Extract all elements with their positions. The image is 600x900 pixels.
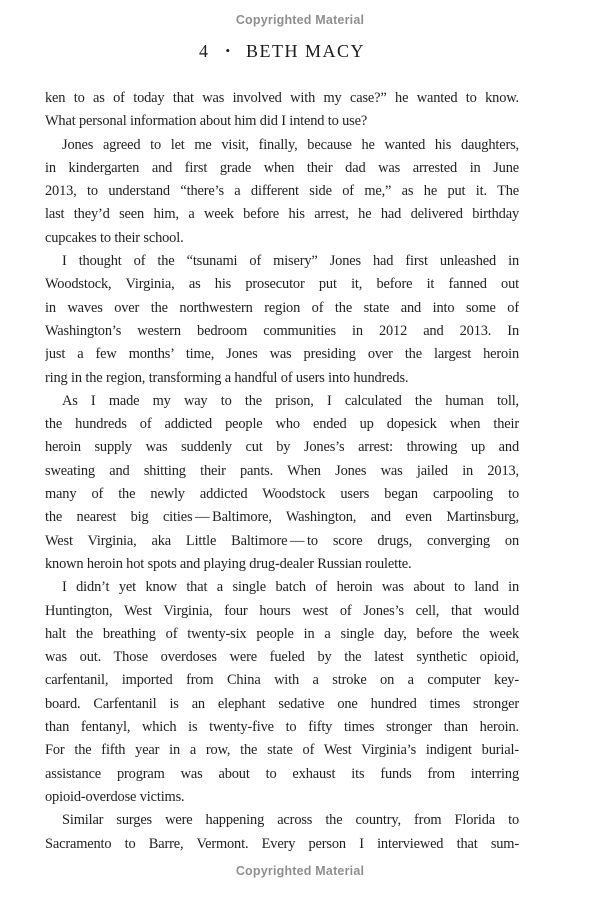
- text-line: What personal information about him did I intend to use?: [45, 113, 368, 130]
- text-line: assistance program was about to exhaust its funds from interring: [45, 765, 519, 782]
- text-line: I didn’t yet know that a single batch of heroin was about to land in: [62, 579, 519, 596]
- text-line: halt the breathing of twenty-six people in a single day, before the week: [45, 625, 519, 642]
- text-line: in waves over the northwestern region of the state and into some of: [45, 299, 519, 316]
- text-line: Similar surges were happening across the country, from Florida to: [62, 812, 519, 829]
- text-line: Washington’s western bedroom communities in 2012 and 2013. In: [45, 322, 519, 339]
- text-line: just a few months’ time, Jones was presiding over the largest heroin: [45, 346, 519, 363]
- paragraph: [45, 250, 519, 390]
- bullet-separator-icon: •: [225, 42, 231, 58]
- running-head-author: BETH MACY: [246, 41, 366, 61]
- text-line: 2013, to understand “there’s a different side of me,” as he put it. The: [45, 183, 519, 200]
- text-line: Jones agreed to let me visit, finally, because he wanted his daughters,: [62, 136, 519, 153]
- text-line: sweating and shitting their pants. When Jones was jailed in 2013,: [45, 462, 519, 479]
- text-line: the hundreds of addicted people who ended up dopesick when their: [45, 416, 519, 433]
- text-line: cupcakes to their school.: [45, 229, 184, 246]
- text-line: than fentanyl, which is twenty-five to fifty times stronger than heroin.: [45, 719, 519, 736]
- text-line: Huntington, West Virginia, four hours west of Jones’s cell, that would: [45, 602, 519, 619]
- text-line: in kindergarten and first grade when their dad was arrested in June: [45, 159, 519, 176]
- text-line: known heroin hot spots and playing drug-dealer Russian roulette.: [45, 555, 412, 572]
- page-number: 4: [198, 41, 210, 61]
- text-line: ring in the region, transforming a handful of users into hundreds.: [45, 369, 409, 386]
- text-line: board. Carfentanil is an elephant sedative one hundred times stronger: [45, 695, 519, 712]
- paragraph: [45, 134, 519, 250]
- text-line: many of the newly addicted Woodstock users began carpooling to: [45, 486, 519, 503]
- text-line: carfentanil, imported from China with a stroke on a computer key-: [45, 672, 519, 689]
- paragraph: [45, 576, 519, 809]
- paragraph: [45, 390, 519, 576]
- text-line: Woodstock, Virginia, as his prosecutor put it, before it fanned out: [45, 276, 519, 293]
- text-line: heroin supply was suddenly cut by Jones’s arrest: throwing up and: [45, 439, 519, 456]
- copyright-watermark-top: Copyrighted Material: [235, 13, 365, 27]
- text-line: opioid-overdose victims.: [45, 788, 185, 805]
- text-line: I thought of the “tsunami of misery” Jones had first unleashed in: [62, 253, 519, 270]
- copyright-watermark-bottom: Copyrighted Material: [235, 864, 365, 878]
- running-head: [45, 41, 519, 62]
- text-line: As I made my way to the prison, I calculated the human toll,: [62, 392, 519, 409]
- text-line: For the fifth year in a row, the state of West Virginia’s indigent burial-: [45, 742, 519, 759]
- text-line: the nearest big cities — Baltimore, Washington, and even Martinsburg,: [45, 509, 519, 526]
- body-text: [45, 87, 519, 856]
- text-line: ken to as of today that was involved with my case?” he wanted to know.: [45, 90, 519, 106]
- paragraph: [45, 809, 519, 856]
- text-line: West Virginia, aka Little Baltimore — to score drugs, converging on: [45, 532, 519, 549]
- paragraph: [45, 87, 519, 134]
- text-line: was out. Those overdoses were fueled by the latest synthetic opioid,: [45, 649, 519, 666]
- text-line: Sacramento to Barre, Vermont. Every person I interviewed that sum-: [45, 835, 519, 852]
- text-line: last they’d seen him, a week before his arrest, he had delivered birthday: [45, 206, 519, 223]
